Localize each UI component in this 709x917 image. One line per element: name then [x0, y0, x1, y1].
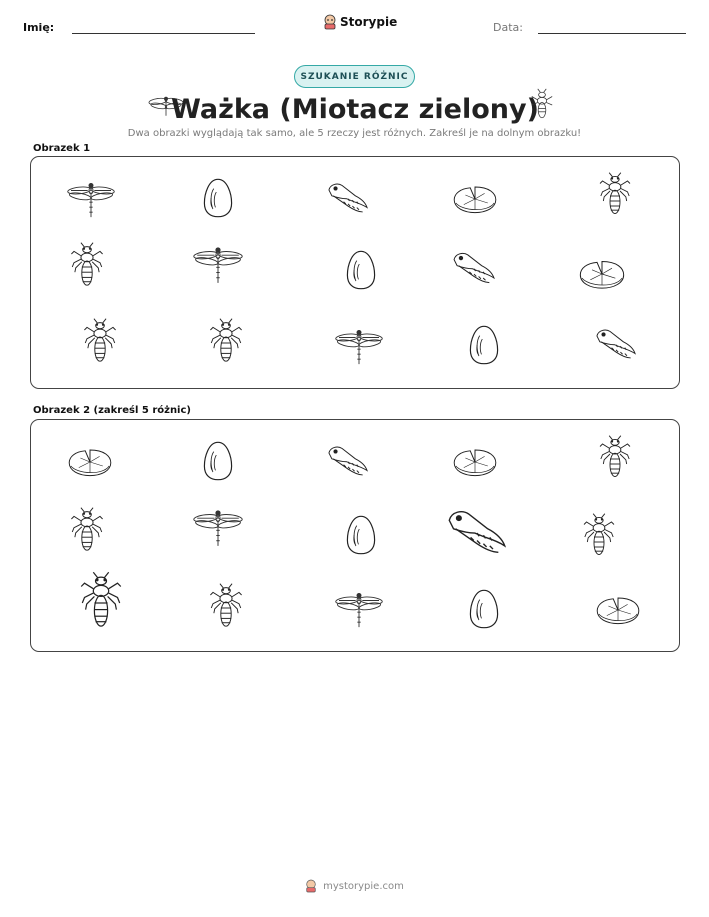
nymph-jaw-icon[interactable] [445, 504, 509, 560]
brand-name: Storypie [340, 15, 398, 29]
footer-url[interactable]: mystorypie.com [323, 880, 404, 892]
dragonfly-icon [192, 239, 244, 287]
name-label: Imię: [23, 21, 55, 34]
nymph-jaw-icon [451, 247, 497, 289]
nymph-jaw-icon [594, 323, 638, 365]
larva-icon[interactable] [71, 570, 131, 636]
picture-1-panel [30, 156, 680, 389]
lily-pad-icon [451, 177, 499, 221]
lily-pad-icon[interactable] [594, 590, 642, 630]
date-field-line[interactable] [538, 33, 686, 34]
lily-pad-icon[interactable] [451, 440, 499, 484]
dragonfly-icon [334, 321, 384, 369]
larva-icon[interactable] [597, 434, 633, 484]
storypie-logo [323, 14, 397, 30]
egg-icon [467, 322, 501, 368]
egg-icon[interactable] [467, 586, 501, 632]
larva-icon[interactable] [67, 506, 107, 558]
nymph-jaw-icon[interactable] [326, 440, 370, 482]
lily-pad-icon[interactable] [66, 442, 114, 482]
larva-icon [597, 171, 633, 221]
lily-pad-icon [577, 253, 627, 295]
storypie-mascot-icon [323, 14, 337, 30]
dragonfly-icon[interactable] [192, 502, 244, 550]
activity-type-badge: SZUKANIE RÓŻNIC [294, 65, 415, 88]
dragonfly-icon [66, 175, 116, 221]
instructions: Dwa obrazki wyglądają tak samo, ale 5 rzeczy jest różnych. Zakreśl je na dolnym obrazku! [127, 128, 582, 139]
panel-1-label: Obrazek 1 [33, 143, 91, 154]
larva-icon[interactable] [581, 512, 617, 562]
nymph-jaw-icon [326, 177, 370, 219]
panel-2-label: Obrazek 2 (zakreśl 5 różnic) [33, 405, 191, 416]
footer [0, 879, 709, 893]
larva-icon [81, 317, 119, 369]
larva-icon [207, 317, 245, 369]
larva-icon [67, 241, 107, 293]
egg-icon[interactable] [201, 438, 235, 484]
egg-icon [201, 175, 235, 221]
larva-icon[interactable] [207, 582, 245, 634]
dragonfly-icon[interactable] [334, 584, 384, 632]
date-label: Data: [493, 21, 523, 34]
egg-icon [344, 247, 378, 293]
picture-2-panel[interactable] [30, 419, 680, 652]
page-title: Ważka (Miotacz zielony) [171, 94, 539, 125]
storypie-mascot-icon [305, 879, 317, 893]
egg-icon[interactable] [344, 512, 378, 558]
larva-icon [528, 88, 556, 126]
name-field-line[interactable] [72, 33, 255, 34]
